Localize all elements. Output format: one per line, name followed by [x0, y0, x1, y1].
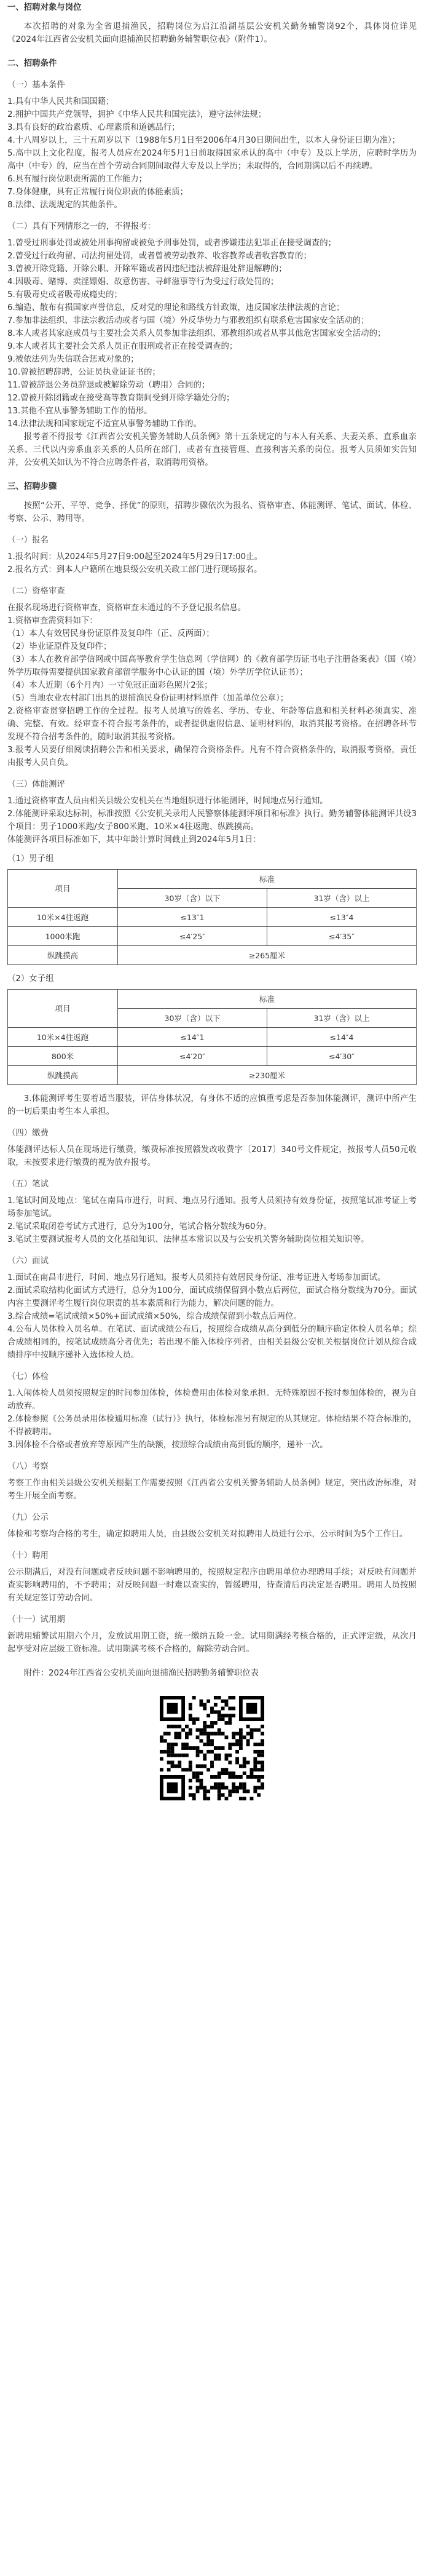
table-cell-value: ≤4′35″ [267, 927, 417, 946]
list-item: 4.公布人员体检入员名单。在笔试、面试成绩公布后，按照综合成绩从高分到低分的顺序确定体检人员名单；综合成绩相同的，按笔试成绩高分者优先；若出现不能入体检序列者，由相关县级公安机关根据岗位计划从综合成绩排序中按顺序递补入选体检人员。 [7, 1325, 417, 1360]
list-item: 2.曾受过行政拘留、司法拘留处罚，或者曾被劳动教养、收容教养或者收容教育的； [7, 252, 312, 261]
list-item: 4.十八周岁以上，三十五周岁以下（1988年5月1日至2006年4月30日期间出生，以本人身份证日期为准）； [7, 136, 401, 145]
header-standard-cell: 标准 [118, 990, 417, 1009]
list-item: 3.具有良好的政治素质、心理素质和道德品行； [7, 123, 180, 132]
header-age-cell: 30岁（含）以下 [118, 1009, 267, 1028]
list-item: 2.体能测评采取达标制，标准按照《公安机关录用人民警察体能测评项目和标准》执行。勤务辅警体能测评共设3个项目：男子1000米跑/女子800米跑、10米×4往返跑、纵跳摸高。 [7, 809, 417, 832]
subsection-title: （十一）试用期 [7, 1615, 65, 1624]
section-heading: 一、招聘对象与岗位 [7, 3, 82, 12]
list-item: 体能测评达标人员在现场进行缴费，缴费标准按照赣发改收费字〔2017〕340号文件规定，按报考人员50元收取，未按要求进行缴费的视为放弃报考。 [7, 1145, 417, 1167]
table-cell-item: 10米×4往返跑 [8, 908, 118, 927]
table-cell-item: 纵跳摸高 [8, 1066, 118, 1085]
table-cell-value: ≤14″4 [267, 1028, 417, 1047]
table-caption: 体能测评各项目标准如下，其中年龄计算时间截止到2024年5月1日： [7, 835, 261, 845]
header-item-cell: 项目 [8, 870, 118, 908]
table-row [8, 1028, 417, 1047]
subsection-title: （六）面试 [7, 1257, 49, 1266]
list-item: （1）本人有效居民身份证原件及复印件（正、反两面）； [7, 629, 214, 638]
table-cell-value: ≥230厘米 [118, 1066, 417, 1085]
list-item: 7.身体健康，具有正常履行岗位职责的体能素质； [7, 188, 188, 197]
table-cell-value: ≤4′25″ [118, 927, 267, 946]
table-row [8, 908, 417, 927]
list-item: 考察工作由相关县级公安机关根据工作需要按照《江西省公安机关警务辅助人员条例》规定，突出政治标准，对考生开展全面考察。 [7, 1479, 417, 1501]
list-item: 2.报名方式：到本人户籍所在地县级公安机关政工部门进行现场报名。 [7, 565, 262, 574]
list-item: 11.曾被辞退公务员辞退或被解除劳动（聘用）合同的； [7, 381, 210, 390]
list-item: 3.综合成绩=笔试成绩×50%+面试成绩×50%，综合成绩保留到小数点后两位。 [7, 1312, 302, 1321]
list-item: 3.报考人员要仔细阅读招聘公告和相关要求，确保符合资格条件。凡有不符合资格条件的，取消报考资格，责任由报考人员自负。 [7, 745, 417, 768]
table-cell-value: ≤14″1 [118, 1028, 267, 1047]
table-row [8, 927, 417, 946]
subsection-title: （三）体能测评 [7, 780, 65, 789]
list-item: 7.参加非法组织、非法宗教活动或者与国（境）外反华势力与邪教组织有联系危害国家安全活动的； [7, 316, 369, 325]
list-item: 3.因体检不合格或者放弃等原因产生的缺额，按照综合成绩由高到低的顺序，递补一次。 [7, 1441, 328, 1450]
list-item: 8.法律、法规规定的其他条件。 [7, 201, 122, 210]
subsection-title: （二）资格审查 [7, 587, 65, 596]
table-cell-value: ≥265厘米 [118, 946, 417, 965]
subsection-title: （五）笔试 [7, 1180, 49, 1189]
list-item: 1.笔试时间及地点：笔试在南昌市进行，时间、地点另行通知。报考人员须持有效身份证，按照笔试准考证上考场参加笔试。 [7, 1196, 417, 1218]
table-cell-value: ≤13″1 [118, 908, 267, 927]
list-item: 1.面试在南昌市进行，时间、地点另行通知。报考人员须持有效居民身份证、准考证进入考场参加面试。 [7, 1273, 386, 1282]
header-age-cell: 30岁（含）以下 [118, 889, 267, 908]
list-item: 1.具有中华人民共和国国籍； [7, 97, 114, 106]
subsection-title: （九）公示 [7, 1513, 49, 1522]
table-cell-value: ≤4′20″ [118, 1047, 267, 1066]
subsection-title: （一）基本条件 [7, 81, 65, 90]
list-item: 14.法律法规和国家规定不适宜从事警务辅助工作的。 [7, 419, 202, 429]
attachment-note: 附件：2024年江西省公安机关面向退捕渔民招聘勤务辅警职位表 [23, 1669, 259, 1678]
list-item: 9.被依法列为失信联合惩戒对象的； [7, 355, 139, 364]
section-heading: 二、招聘条件 [7, 59, 57, 68]
list-item: 6.编造、散布有损国家声誉信息，反对党的理论和路线方针政策，违反国家法律法规的言论； [7, 303, 345, 312]
qr-code-icon[interactable] [160, 1696, 264, 1800]
table-header-row [8, 990, 417, 1009]
list-item: 3.曾被开除党籍、开除公职、开除军籍或者因违纪违法被辞退处辞退解聘的； [7, 264, 287, 274]
list-item: 1.曾受过刑事处罚或被处刑事拘留或被免予刑事处罚，或者涉嫌违法犯罪正在接受调查的； [7, 239, 337, 248]
list-item: 6.具有履行岗位职责所需的工作能力； [7, 175, 147, 184]
subsection-title: （四）缴费 [7, 1129, 49, 1138]
table-cell-item: 1000米跑 [8, 927, 118, 946]
list-item: 体检和考察均合格的考生，确定拟聘用人员，由县级公安机关对拟聘用人员进行公示，公示时间为5个工作日。 [7, 1530, 408, 1539]
table-header-row [8, 870, 417, 889]
paragraph: 报考者不得报考《江西省公安机关警务辅助人员条例》第十五条规定的与本人有关系、夫妻关系、直系血亲关系、三代以内旁系血亲关系的人员所在部门，或者有直接管理、直接利害关系的岗位。报考人员须如实告知并，公安机关如认为不符合应聘条件者，取消聘用资格。 [7, 432, 417, 467]
list-item: 2.体检参照《公务员录用体检通用标准（试行）》执行，体检标准另有规定的从其规定。体检结果不符合标准的，不得被聘用。 [7, 1415, 417, 1437]
table-row [8, 1047, 417, 1066]
table-title: （2）女子组 [7, 974, 54, 984]
table-cell-value: ≤13″4 [267, 908, 417, 927]
list-item: 2.笔试采取闭卷考试方式进行，总分为100分，笔试合格分数线为60分。 [7, 1222, 272, 1231]
list-item: （5）当地农业农村部门出具的退捕渔民身份证明材料原件（加盖单位公章）； [7, 694, 289, 703]
paragraph: 3.体能测评考生要着适当服装，评估身体状况，有身体不适的应慎重考虑是否参加体能测评，测评中所产生的一切后果由考生本人承担。 [7, 1094, 417, 1116]
table-cell-item: 纵跳摸高 [8, 946, 118, 965]
list-item: 1.资格审查需资料如下： [7, 616, 98, 626]
list-item: 3.笔试主要测试报考人员的文化基础知识、法律基本常识以及与公安机关警务辅助岗位相关知识等。 [7, 1235, 369, 1244]
subsection-title: （一）报名 [7, 536, 49, 545]
list-item: 5.有吸毒史或者吸毒成瘾史的； [7, 290, 122, 300]
header-standard-cell: 标准 [118, 870, 417, 889]
qr-code-container [7, 1696, 417, 1800]
subsection-title: （二）具有下列情形之一的，不得报考： [7, 222, 156, 231]
table-row [8, 1066, 417, 1085]
list-item: 9.本人或者其主要社会关系人员正在服刑或者正在接受调查的； [7, 342, 238, 351]
list-item: 在报名现场进行资格审查，资格审查未通过的不予登记报名信息。 [7, 603, 246, 613]
list-item: 1.通过资格审查人员由相关县级公安机关在当地组织进行体能测评，时间地点另行通知。 [7, 797, 328, 806]
subsection-title: （十）聘用 [7, 1551, 49, 1560]
subsection-title: （八）考察 [7, 1462, 49, 1471]
list-item: 12.曾被开除团籍或在接受高等教育期间受到开除学籍处分的； [7, 394, 235, 403]
table-title: （1）男子组 [7, 854, 54, 864]
list-item: 13.其他不宜从事警务辅助工作的情形。 [7, 407, 152, 416]
section-heading: 三、招聘步骤 [7, 482, 57, 491]
standards-table [7, 869, 417, 965]
list-item: （4）本人近期（6个月内）一寸免冠正面彩色照片2张； [7, 681, 213, 690]
list-item: 2.拥护中国共产党领导，拥护《中华人民共和国宪法》，遵守法律法规； [7, 110, 267, 119]
header-age-cell: 31岁（含）以上 [267, 889, 417, 908]
list-item: 公示期满后，对没有问题或者反映问题不影响聘用的，按照规定程序由聘用单位办理聘用手续；对反映有问题并查实影响聘用的，不予聘用；对反映问题一时难以查实的，暂缓聘用，待查清后再决定是否聘用。聘用人员按照有关规定签订劳动合同。 [7, 1568, 417, 1603]
list-item: （2）毕业证原件及复印件； [7, 642, 112, 651]
list-item: 5.高中以上文化程度，报考人员应在2024年5月1日前取得国家承认的高中（中专）及以上学历，应聘时学历为高中（中专）的，应当在首个劳动合同期间取得大专及以上学历；未取得的，合同期满以后不再续聘。 [7, 149, 417, 171]
list-item: 新聘用辅警试用期六个月，发放试用期工资，统一缴纳五险一金。试用期满经考核合格的，正式评定级，从次月起享受对应层级工资标准。试用期满考核不合格的，解除劳动合同。 [7, 1632, 417, 1654]
header-age-cell: 31岁（含）以上 [267, 1009, 417, 1028]
subsection-title: （七）体检 [7, 1372, 49, 1381]
paragraph: 本次招聘的对象为全省退捕渔民，招聘岗位为启江沿湖基层公安机关勤务辅警岗92个，具体岗位详见《2024年江西省公安机关面向退捕渔民招聘勤务辅警职位表》（附件1）。 [7, 22, 417, 44]
list-item: 8.本人或者其家庭成员与主要社会关系人员参加非法组织、邪教组织或者从事其他危害国家安全活动的； [7, 329, 386, 338]
table-cell-value: ≤4′30″ [267, 1047, 417, 1066]
table-cell-item: 800米 [8, 1047, 118, 1066]
header-item-cell: 项目 [8, 990, 118, 1028]
table-row [8, 946, 417, 965]
list-item: 1.报名时间：从2024年5月27日9:00起至2024年5月29日17:00止。 [7, 552, 262, 562]
list-item: 10.曾被招聘辞聘，公证员执业证证书的； [7, 368, 160, 377]
standards-table [7, 989, 417, 1085]
list-item: 4.因吸毒、赌博、卖淫嫖娼、故意伤害、寻衅滋事等行为受过行政处罚的； [7, 277, 279, 287]
list-item: 2.面试采取结构化面试方式进行，总分为100分，面试成绩保留到小数点后两位，面试合格分数线为70分。面试内容主要测评考生履行岗位职责的基本素质和行为能力，解决问题的能力。 [7, 1286, 417, 1308]
paragraph: 按照“公开、平等、竞争、择优”的原则，招聘步骤依次为报名、资格审查、体能测评、笔试、面试、体检、考察、公示、聘用等。 [7, 501, 417, 523]
list-item: 2.资格审查贯穿招聘工作的全过程。报考人员填写的姓名、学历、专业、年龄等信息和相关材料必须真实、准确、完整、有效。经审查不符合报考条件的，或者提供虚假信息、证明材料的，取消其报考资格。在招聘各环节发现不符合招考条件的，随时取消其报考资格。 [7, 707, 417, 742]
table-cell-item: 10米×4往返跑 [8, 1028, 118, 1047]
list-item: （3）本人在教育部学信网或中国高等教育学生信息网（学信网）的《教育部学历证书电子注册备案表》（国（境）外学历取得需要提供国家教育部留学服务中心认证的国（境）外学历学位认证书）； [7, 655, 417, 677]
list-item: 1.入闱体检人员须按照规定的时间参加体检，体检费用由体检对象承担。无特殊原因不按时参加体检的，视为自动放弃。 [7, 1389, 417, 1411]
